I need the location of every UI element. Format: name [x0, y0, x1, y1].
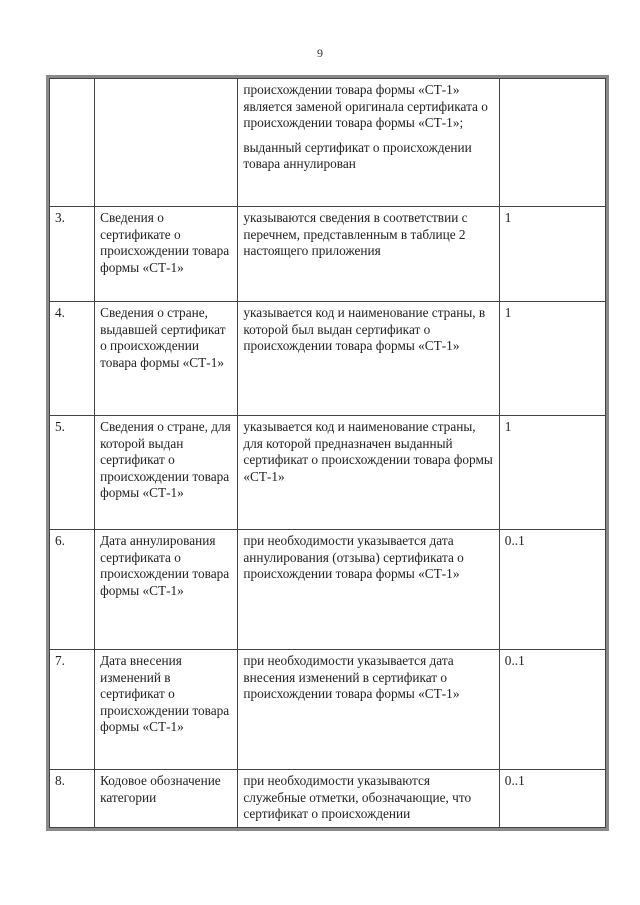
- table-row: [50, 302, 606, 416]
- row-description: при необходимости указываются служебные отметки, обозначающие, что сертификат о происхождении: [238, 770, 499, 828]
- attributes-table: [49, 78, 606, 828]
- cell-name: [95, 79, 238, 207]
- table-row: [50, 416, 606, 530]
- page-number: 9: [317, 46, 323, 60]
- row-number: 7.: [50, 650, 95, 770]
- row-multiplicity: 0..1: [499, 650, 605, 770]
- row-number: 8.: [50, 770, 95, 828]
- row-description: при необходимости указывается дата аннулирования (отзыва) сертификата о происхождении товара формы «СТ-1»: [238, 530, 499, 650]
- row-multiplicity: 0..1: [499, 770, 605, 828]
- table-row-continued: [50, 79, 606, 207]
- row-multiplicity: 0..1: [499, 530, 605, 650]
- row-name: Дата внесения изменений в сертификат о происхождении товара формы «СТ-1»: [95, 650, 238, 770]
- table-row: [50, 650, 606, 770]
- row-name: Сведения о стране, выдавшей сертификат о происхождении товара формы «СТ-1»: [95, 302, 238, 416]
- row-number: 5.: [50, 416, 95, 530]
- row-multiplicity: 1: [499, 207, 605, 302]
- table-row: [50, 207, 606, 302]
- row-number: 4.: [50, 302, 95, 416]
- row-number: 6.: [50, 530, 95, 650]
- cell-desc: [238, 79, 499, 207]
- row-name: Сведения о стране, для которой выдан сертификат о происхождении товара формы «СТ-1»: [95, 416, 238, 530]
- row-description: указываются сведения в соответствии с перечнем, представленным в таблице 2 настоящего приложения: [238, 207, 499, 302]
- row-name: Кодовое обозначение категории: [95, 770, 238, 828]
- row-name: Сведения о сертификате о происхождении товара формы «СТ-1»: [95, 207, 238, 302]
- cell-mult: [499, 79, 605, 207]
- row-number: 3.: [50, 207, 95, 302]
- row-multiplicity: 1: [499, 302, 605, 416]
- row-description: указывается код и наименование страны, в которой был выдан сертификат о происхождении товара формы «СТ-1»: [238, 302, 499, 416]
- row-description: указывается код и наименование страны, для которой предназначен выданный сертификат о происхождении товара формы «СТ-1»: [238, 416, 499, 530]
- row-name: Дата аннулирования сертификата о происхождении товара формы «СТ-1»: [95, 530, 238, 650]
- row-multiplicity: 1: [499, 416, 605, 530]
- table-row: [50, 770, 606, 828]
- table-row: [50, 530, 606, 650]
- desc-paragraph: выданный сертификат о происхождении товара аннулирован: [243, 139, 472, 172]
- row-description: при необходимости указывается дата внесения изменений в сертификат о происхождении товара формы «СТ-1»: [238, 650, 499, 770]
- desc-paragraph: происхождении товара формы «СТ-1» является заменой оригинала сертификата о происхождении товара формы «СТ-1»;: [243, 82, 488, 131]
- cell-num: [50, 79, 95, 207]
